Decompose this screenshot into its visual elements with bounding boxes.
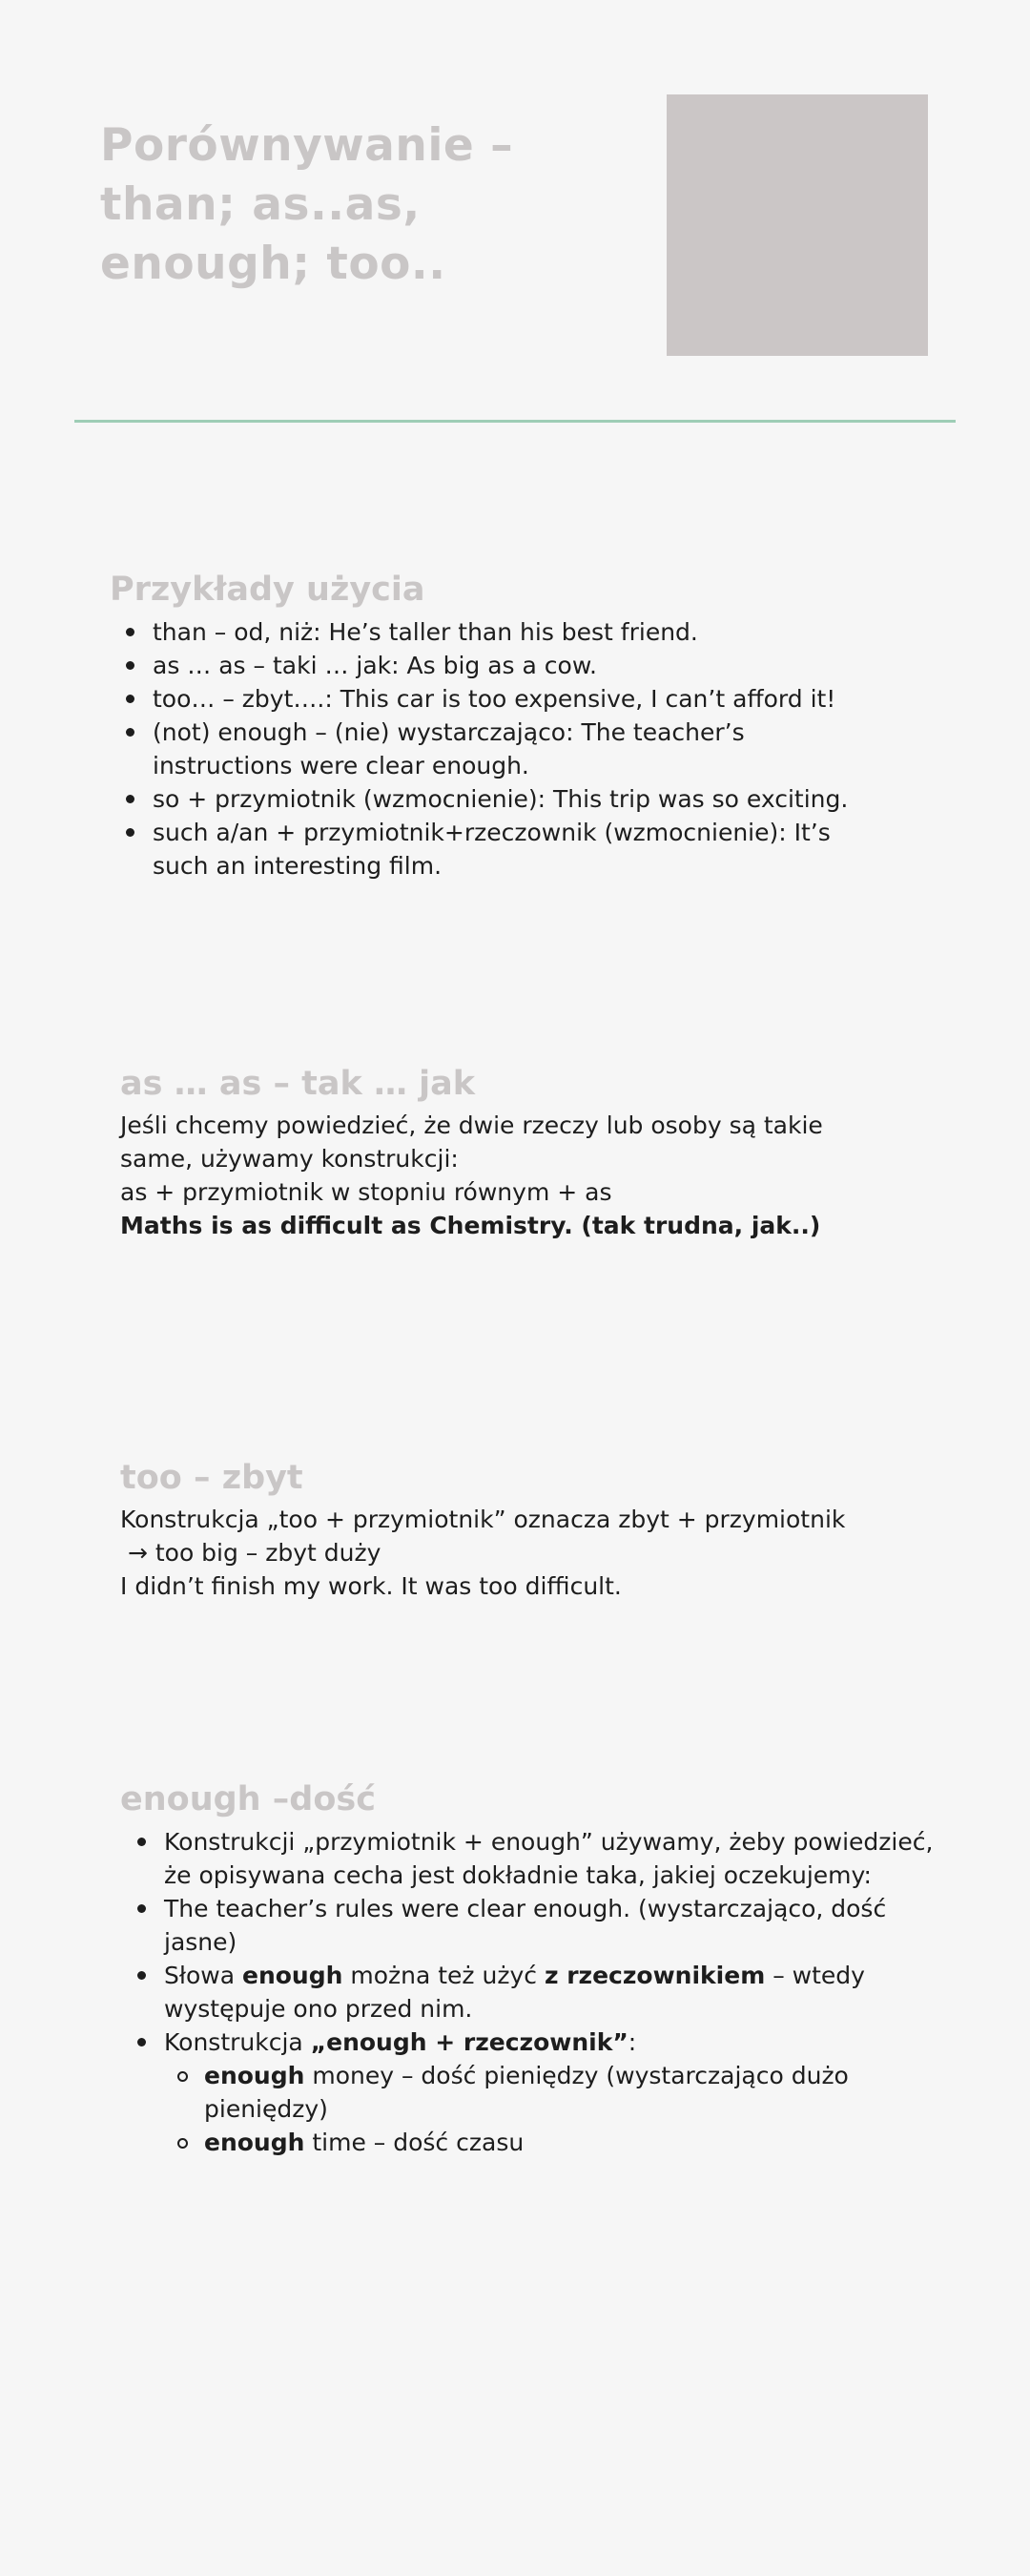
list-item: enough money – dość pieniędzy (wystarczająco dużo pieniędzy)	[164, 2059, 910, 2126]
title-line-3: enough; too..	[100, 238, 446, 290]
section-heading-as-as: as … as – tak … jak	[120, 1065, 476, 1103]
examples-list	[126, 615, 946, 883]
list-item: Słowa enough można też użyć z rzeczownikiem – wtedy występuje ono przed nim.	[137, 1959, 908, 2025]
list-item: The teacher’s rules were clear enough. (wystarczająco, dość jasne)	[137, 1892, 938, 1959]
hero-image-placeholder	[667, 94, 928, 356]
list-item: Konstrukcji „przymiotnik + enough” używamy, żeby powiedzieć, że opisywana cecha jest dokładnie taka, jakiej oczekujemy:	[137, 1825, 938, 1892]
as-as-formula: as + przymiotnik w stopniu równym + as	[120, 1178, 612, 1206]
too-example-1: → too big – zbyt duży	[120, 1539, 381, 1567]
enough-sublist	[164, 2059, 938, 2159]
as-as-explanation: Jeśli chcemy powiedzieć, że dwie rzeczy lub osoby są takie same, używamy konstrukcji:	[120, 1111, 823, 1173]
section-heading-enough: enough –dość	[120, 1780, 376, 1818]
list-item: so + przymiotnik (wzmocnienie): This trip was so exciting.	[126, 782, 946, 816]
enough-list	[137, 1825, 938, 2159]
title-line-1: Porównywanie –	[100, 119, 514, 172]
as-as-body	[120, 1109, 902, 1242]
too-explanation: Konstrukcja „too + przymiotnik” oznacza zbyt + przymiotnik	[120, 1506, 846, 1533]
as-as-example: Maths is as difficult as Chemistry. (tak trudna, jak..)	[120, 1212, 821, 1239]
header-divider	[74, 420, 956, 423]
list-item: (not) enough – (nie) wystarczająco: The teacher’s instructions were clear enough.	[126, 716, 820, 782]
too-example-2: I didn’t finish my work. It was too difficult.	[120, 1572, 622, 1600]
list-item: Konstrukcja „enough + rzeczownik”: enough money – dość pieniędzy (wystarczająco dużo pieniędzy) enough time – dość czasu	[137, 2025, 938, 2159]
title-line-2: than; as..as,	[100, 178, 421, 231]
too-body	[120, 1503, 978, 1603]
list-item: than – od, niż: He’s taller than his best friend.	[126, 615, 946, 649]
list-item: too… – zbyt….: This car is too expensive, I can’t afford it!	[126, 682, 946, 716]
section-heading-too: too – zbyt	[120, 1459, 303, 1497]
section-heading-examples: Przykłady użycia	[110, 571, 425, 609]
page-title	[100, 116, 615, 294]
list-item: such a/an + przymiotnik+rzeczownik (wzmocnienie): It’s such an interesting film.	[126, 816, 877, 883]
list-item: enough time – dość czasu	[164, 2126, 938, 2159]
list-item: as … as – taki … jak: As big as a cow.	[126, 649, 946, 682]
